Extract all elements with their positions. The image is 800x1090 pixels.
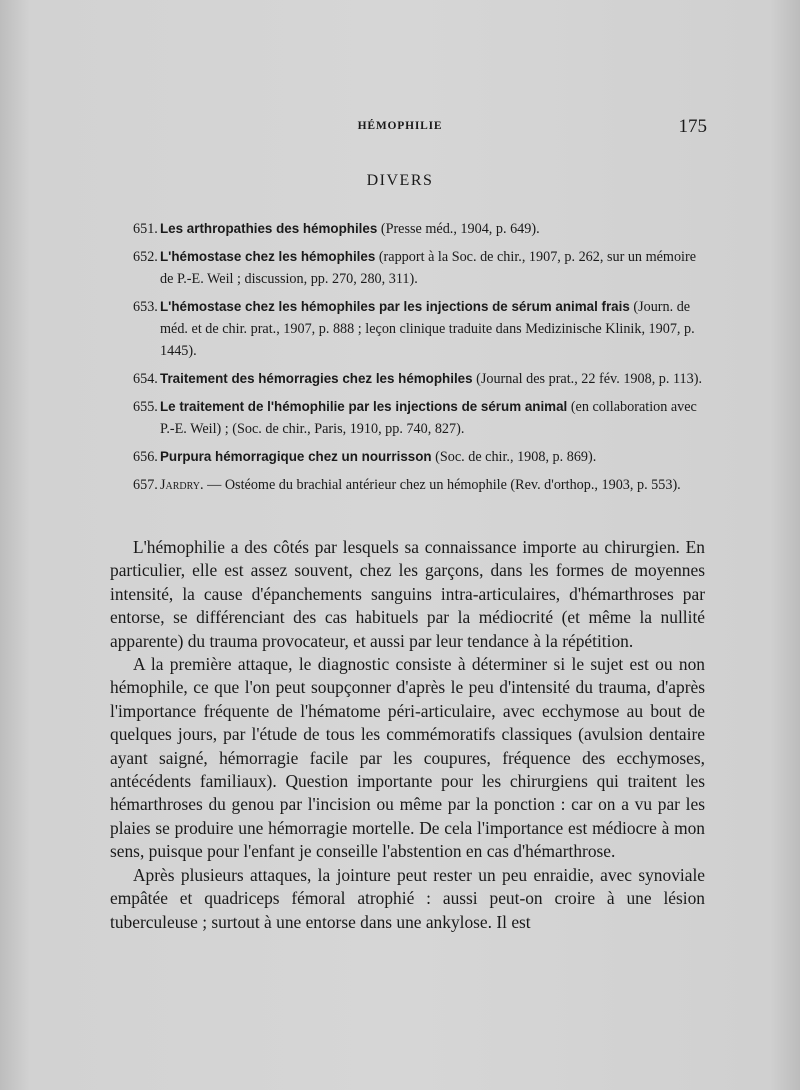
entry-title: Le traitement de l'hémophilie par les injections de sérum animal bbox=[160, 399, 568, 414]
entry-number: 652. bbox=[133, 249, 158, 265]
entry-title: L'hémostase chez les hémophiles par les injections de sérum animal frais bbox=[160, 299, 630, 314]
entry-number: 654. bbox=[133, 371, 158, 387]
entry-title: L'hémostase chez les hémophiles bbox=[160, 249, 376, 264]
entry-source: (Presse méd., 1904, p. 649). bbox=[380, 221, 540, 237]
entry-source: — Ostéome du brachial antérieur chez un hémophile (Rev. d'orthop., 1903, p. 553). bbox=[207, 477, 681, 493]
entry-number: 655. bbox=[133, 399, 158, 415]
entry-source: (Soc. de chir., 1908, p. 869). bbox=[435, 449, 597, 465]
entry-author: Jardry. bbox=[160, 477, 204, 493]
entry-title: Purpura hémorragique chez un nourrisson bbox=[160, 449, 432, 464]
body-text bbox=[110, 536, 705, 934]
entry-source: (Journ. de méd. et de chir. prat., 1907, p. 888 ; leçon clinique traduite dans Medizinische Klinik, 1907, p. 1445). bbox=[160, 299, 695, 359]
entry-source: (Journal des prat., 22 fév. 1908, p. 113). bbox=[476, 371, 703, 387]
bibliography-entry bbox=[133, 396, 705, 440]
entry-title: Traitement des hémorragies chez les hémophiles bbox=[160, 371, 473, 386]
bibliography-entry bbox=[133, 446, 705, 468]
bibliography-entry bbox=[133, 218, 705, 240]
entry-source: (en collaboration avec P.-E. Weil) ; (Soc. de chir., Paris, 1910, pp. 740, 827). bbox=[160, 399, 697, 437]
entry-number: 653. bbox=[133, 299, 158, 315]
page-number: 175 bbox=[678, 116, 707, 137]
entry-source: (rapport à la Soc. de chir., 1907, p. 262, sur un mémoire de P.-E. Weil ; discussion, pp. 270, 280, 311). bbox=[160, 249, 697, 287]
entry-number: 651. bbox=[133, 221, 158, 237]
entry-title: Les arthropathies des hémophiles bbox=[160, 221, 378, 236]
entry-number: 656. bbox=[133, 449, 158, 465]
section-title: DIVERS bbox=[366, 172, 434, 189]
running-head bbox=[0, 116, 800, 140]
paragraph: A la première attaque, le diagnostic consiste à déterminer si le sujet est ou non hémophile, ce que l'on peut soupçonner d'après le peu d'intensité du trauma, d'après l'importance fréquente de l'hématome péri-articulaire, avec ecchymose au bout de quelques jours, par l'étude de tous les commémoratifs classiques (avulsion dentaire ayant saigné, hémorragie facile par les coupures, fréquence des ecchymoses, antécédents familiaux). Question importante pour les chirurgiens qui traitent les hémarthroses du genou par l'incision ou même par la ponction : car on a vu par les plaies se produire une hémorragie mortelle. De cela l'importance est médiocre à mon sens, puisque pour l'enfant je conseille l'abstention en cas d'hémarthrose. bbox=[110, 654, 705, 862]
paragraph: Après plusieurs attaques, la jointure peut rester un peu enraidie, avec synoviale empâtée et quadriceps fémoral atrophié : aussi peut-on croire à une lésion tuberculeuse ; surtout à une entorse dans une ankylose. Il est bbox=[110, 864, 705, 932]
bibliography-entry bbox=[133, 246, 705, 290]
paragraph: L'hémophilie a des côtés par lesquels sa connaissance importe au chirurgien. En particulier, elle est assez souvent, chez les garçons, dans les formes de moyennes intensité, la cause d'épanchements sanguins intra-articulaires, d'hémarthroses par entorse, se différenciant des cas habituels par la médiocrité (et même la nullité apparente) du trauma provocateur, et aussi par leur tendance à la répétition. bbox=[110, 537, 705, 651]
bibliography-list bbox=[133, 218, 705, 502]
entry-number: 657. bbox=[133, 477, 158, 493]
bibliography-entry bbox=[133, 368, 705, 390]
running-title: HÉMOPHILIE bbox=[357, 120, 443, 132]
bibliography-entry bbox=[133, 296, 705, 362]
bibliography-entry bbox=[133, 474, 705, 496]
